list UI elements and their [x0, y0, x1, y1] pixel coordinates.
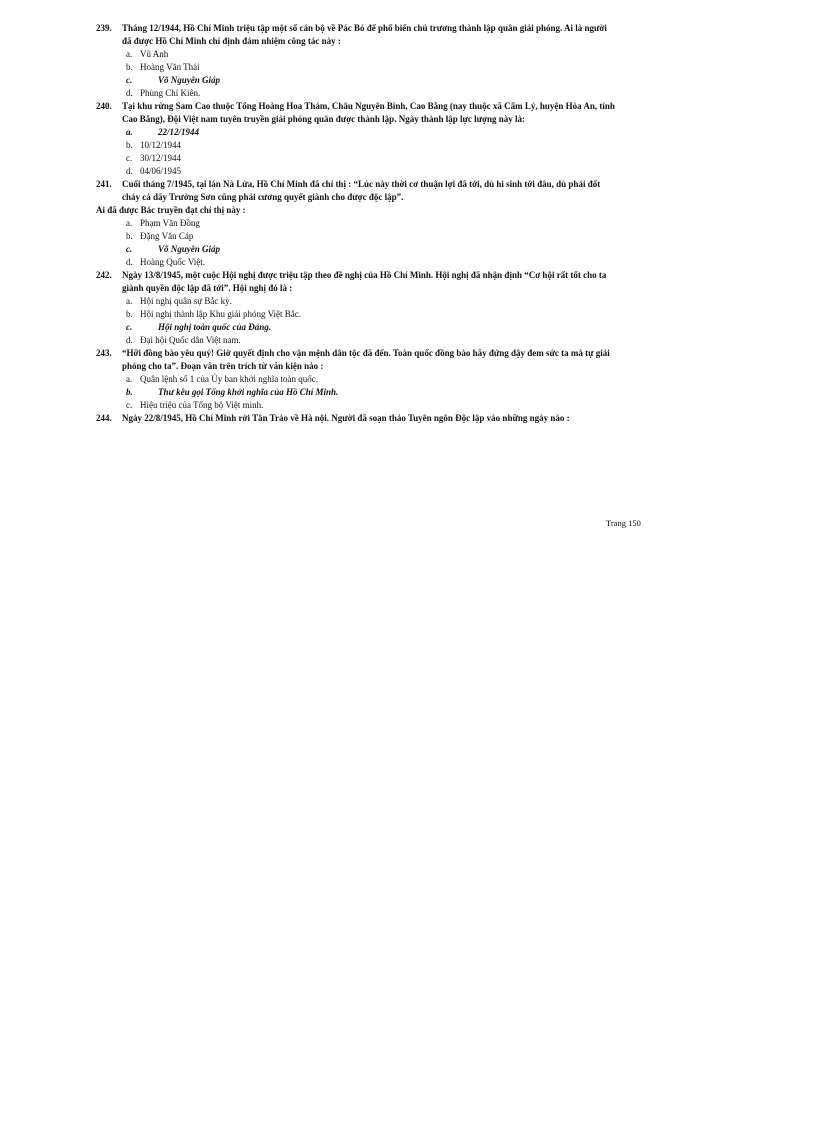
answer-option-correct: [126, 386, 616, 399]
answer-option: [126, 256, 616, 269]
answer-option: [126, 61, 616, 74]
option-text: 22/12/1944: [158, 127, 200, 137]
option-label: c.: [126, 75, 133, 85]
question-242: [96, 269, 616, 347]
question-number: 239.: [96, 23, 112, 33]
option-text: Vũ Anh: [140, 49, 169, 59]
option-label: a.: [126, 218, 133, 228]
question-number: 242.: [96, 270, 112, 280]
question-stem: Tháng 12/1944, Hồ Chí Minh triệu tập một số cán bộ về Pác Bó để phổ biến chủ trương thành lập quân giải phóng. Ai là người đã được Hồ Chí Minh chỉ định đảm nhiệm công tác này :: [122, 23, 607, 46]
answer-option: [126, 152, 616, 165]
option-text: Hội nghị thành lập Khu giải phóng Việt Bắc.: [140, 309, 302, 319]
option-label: d.: [126, 88, 133, 98]
option-label: b.: [126, 309, 133, 319]
option-text: Đại hội Quốc dân Việt nam.: [140, 335, 241, 345]
option-label: c.: [126, 322, 133, 332]
question-239: [96, 22, 616, 100]
answer-option-correct: [126, 74, 616, 87]
option-text: Võ Nguyên Giáp: [158, 75, 221, 85]
question-number: 240.: [96, 101, 112, 111]
answer-option: [126, 373, 616, 386]
question-stem: Tại khu rừng Sam Cao thuộc Tổng Hoàng Hoa Thám, Châu Nguyên Bình, Cao Bằng (nay thuộc xã Cẩm Lý, huyện Hòa An, tỉnh Cao Bằng), Đội Việt nam tuyên truyền giải phóng quân được thành lập. Ngày thành lập lực lượng này là:: [122, 101, 615, 124]
option-label: a.: [126, 49, 133, 59]
option-label: c.: [126, 400, 133, 410]
option-text: Phạm Văn Đồng: [140, 218, 200, 228]
answer-option: [126, 139, 616, 152]
option-text: Phùng Chí Kiên.: [140, 88, 201, 98]
question-stem: “Hỡi đồng bào yêu quý! Giờ quyết định cho vận mệnh dân tộc đã đến. Toàn quốc đồng bào hãy đứng dậy đem sức ta mà tự giải phóng cho ta”. Đoạn văn trên trích từ văn kiện nào :: [122, 348, 610, 371]
answer-option: [126, 308, 616, 321]
option-label: d.: [126, 335, 133, 345]
option-text: Hiệu triệu của Tổng bộ Việt minh.: [140, 400, 264, 410]
answer-option: [126, 334, 616, 347]
answer-option-correct: [126, 126, 616, 139]
question-number: 244.: [96, 413, 112, 423]
question-243: [96, 347, 616, 412]
question-240: [96, 100, 616, 178]
question-note: Ai đã được Bác truyền đạt chỉ thị này :: [96, 205, 246, 215]
answer-option: [126, 295, 616, 308]
option-text: Hoàng Văn Thái: [140, 62, 200, 72]
option-label: c.: [126, 244, 133, 254]
option-label: d.: [126, 257, 133, 267]
option-label: b.: [126, 140, 133, 150]
option-text: Hội nghị quân sự Bắc kỳ.: [140, 296, 232, 306]
answer-option-correct: [126, 243, 616, 256]
option-label: a.: [126, 374, 133, 384]
option-label: b.: [126, 62, 133, 72]
option-label: b.: [126, 231, 133, 241]
question-stem: Ngày 22/8/1945, Hồ Chí Minh rời Tân Trào về Hà nội. Người đã soạn thảo Tuyên ngôn Độc lập vào những ngày nào :: [122, 413, 570, 423]
option-text: Đặng Văn Cáp: [140, 231, 194, 241]
question-number: 243.: [96, 348, 112, 358]
question-list: [96, 22, 616, 425]
page-number: Trang 150: [606, 518, 641, 528]
answer-option-correct: [126, 321, 616, 334]
option-text: 30/12/1944: [140, 153, 182, 163]
answer-option: [126, 48, 616, 61]
option-text: Võ Nguyên Giáp: [158, 244, 221, 254]
answer-option: [126, 399, 616, 412]
question-stem: Ngày 13/8/1945, một cuộc Hội nghị được triệu tập theo đề nghị của Hồ Chí Minh. Hội nghị đã nhận định “Cơ hội rất tốt cho ta giành quyền độc lập đã tới”. Hội nghị đó là :: [122, 270, 607, 293]
answer-option: [126, 217, 616, 230]
answer-option: [126, 230, 616, 243]
question-number: 241.: [96, 179, 112, 189]
option-text: 10/12/1944: [140, 140, 182, 150]
question-244: [96, 412, 616, 425]
question-241: [96, 178, 616, 269]
answer-option: [126, 87, 616, 100]
option-label: d.: [126, 166, 133, 176]
option-text: Quân lệnh số 1 của Ủy ban khởi nghĩa toàn quốc.: [140, 374, 318, 384]
option-label: c.: [126, 153, 133, 163]
option-text: Hoàng Quốc Việt.: [140, 257, 206, 267]
answer-option: [126, 165, 616, 178]
option-text: Hội nghị toàn quốc của Đảng.: [158, 322, 272, 332]
question-stem: Cuối tháng 7/1945, tại lán Nà Lừa, Hồ Chí Minh đã chỉ thị : “Lúc này thời cơ thuận lợi đã tới, dù hi sinh tới đâu, dù phải đốt cháy cả dãy Trường Sơn cũng phải cương quyết giành cho được độc lập”.: [122, 179, 601, 202]
option-label: b.: [126, 387, 133, 397]
option-text: 04/06/1945: [140, 166, 182, 176]
option-text: Thư kêu gọi Tổng khởi nghĩa của Hồ Chí Minh.: [158, 387, 339, 397]
option-label: a.: [126, 296, 133, 306]
option-label: a.: [126, 127, 133, 137]
